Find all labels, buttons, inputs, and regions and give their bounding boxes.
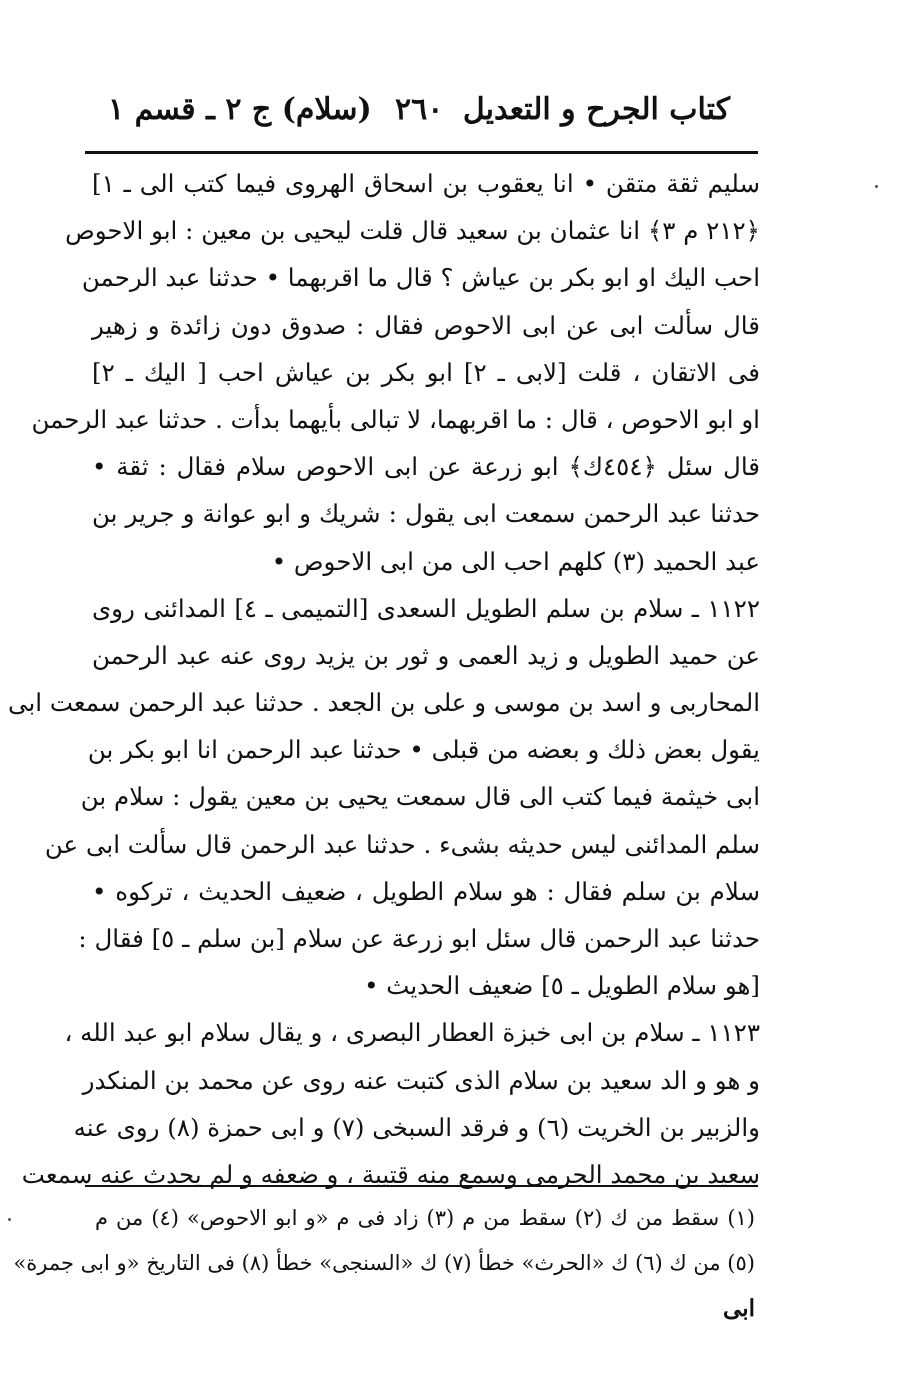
page-number: ٢٦٠ <box>395 92 444 127</box>
text-line: حدثنا عبد الرحمن قال سئل ابو زرعة عن سلام [بن سلم ـ ٥] فقال : <box>78 924 760 953</box>
text-line: قال سئل ﴿٤٥٤ك﴾ ابو زرعة عن ابى الاحوص سلام فقال : ثقة • <box>92 452 760 482</box>
text-line: و هو و الد سعيد بن سلام الذى كتبت عنه روى عن محمد بن المنكدر <box>82 1065 760 1095</box>
text-line: سعيد بن محمد الجرمى وسمع منه قتيبة ، و ضعفه و لم يحدث عنه سمعت <box>21 1159 760 1189</box>
text-line: عن حميد الطويل و زيد العمى و ثور بن يزيد روى عنه عبد الرحمن <box>92 640 760 670</box>
catchword: ابى <box>723 1295 755 1322</box>
text-line: المحاربى و اسد بن موسى و على بن الجعد . حدثنا عبد الرحمن سمعت ابى <box>8 688 760 718</box>
footnote-line: (٥) من ك (٦) ك «الحرث» خطأ (٧) ك «السنجى» خطأ (٨) فى التاريخ «و ابى جمرة» <box>13 1251 755 1275</box>
footnote-rule <box>85 1185 758 1187</box>
entry-heading-1123: ١١٢٣ ـ سلام بن ابى خبزة العطار البصرى ، و يقال سلام ابو عبد الله ، <box>64 1018 760 1048</box>
text-line: ابى خيثمة فيما كتب الى قال سمعت يحيى بن معين يقول : سلام بن <box>80 782 760 812</box>
text-line: يقول بعض ذلك و بعضه من قبلى • حدثنا عبد الرحمن انا ابو بكر بن <box>87 735 760 765</box>
text-line: فى الاتقان ، قلت [لابى ـ ٢] ابو بكر بن عياش احب [ اليك ـ ٢] <box>92 357 761 387</box>
text-line: سلم المدائنى ليس حديثه بشىء . حدثنا عبد الرحمن قال سألت ابى عن <box>44 829 760 859</box>
text-line: عبد الحميد (٣) كلهم احب الى من ابى الاحوص • <box>271 546 760 576</box>
footnote-line: (١) سقط من ك (٢) سقط من م (٣) زاد فى م «و ابو الاحوص» (٤) من م <box>95 1206 755 1230</box>
text-line: سلام بن سلم فقال : هو سلام الطويل ، ضعيف الحديث ، تركوه • <box>92 876 760 906</box>
running-header <box>90 92 730 142</box>
header-rule <box>85 151 758 154</box>
book-title: كتاب الجرح و التعديل <box>462 92 730 127</box>
entry-heading-1122: ١١٢٢ ـ سلام بن سلم الطويل السعدى [التميمى ـ ٤] المدائنى روى <box>92 593 760 623</box>
scan-speck <box>875 185 878 188</box>
text-line: احب اليك او ابو بكر بن عياش ؟ قال ما اقربهما • حدثنا عبد الرحمن <box>81 263 760 293</box>
text-line: او ابو الاحوص ، قال : ما اقربهما، لا تبالى بأيهما بدأت . حدثنا عبد الرحمن <box>31 404 760 434</box>
footnotes <box>13 1196 755 1331</box>
main-text <box>8 160 761 1198</box>
section-reference: (سلام) ج ٢ ـ قسم ١ <box>108 92 372 127</box>
text-line: [هو سلام الطويل ـ ٥] ضعيف الحديث • <box>364 971 760 1001</box>
scan-speck <box>8 1218 11 1221</box>
text-line: حدثنا عبد الرحمن سمعت ابى يقول : شريك و ابو عوانة و جرير بن <box>92 499 760 529</box>
text-line: والزبير بن الخريت (٦) و فرقد السبخى (٧) و ابى حمزة (٨) روى عنه <box>73 1112 760 1142</box>
text-line: سليم ثقة متقن • انا يعقوب بن اسحاق الهروى فيما كتب الى ـ ١] <box>92 169 760 198</box>
text-line: قال سألت ابى عن ابى الاحوص فقال : صدوق دون زائدة و زهير <box>92 310 760 340</box>
text-line: ﴿٢١٢ م ٣﴾ انا عثمان بن سعيد قال قلت ليحيى بن معين : ابو الاحوص <box>65 216 760 246</box>
